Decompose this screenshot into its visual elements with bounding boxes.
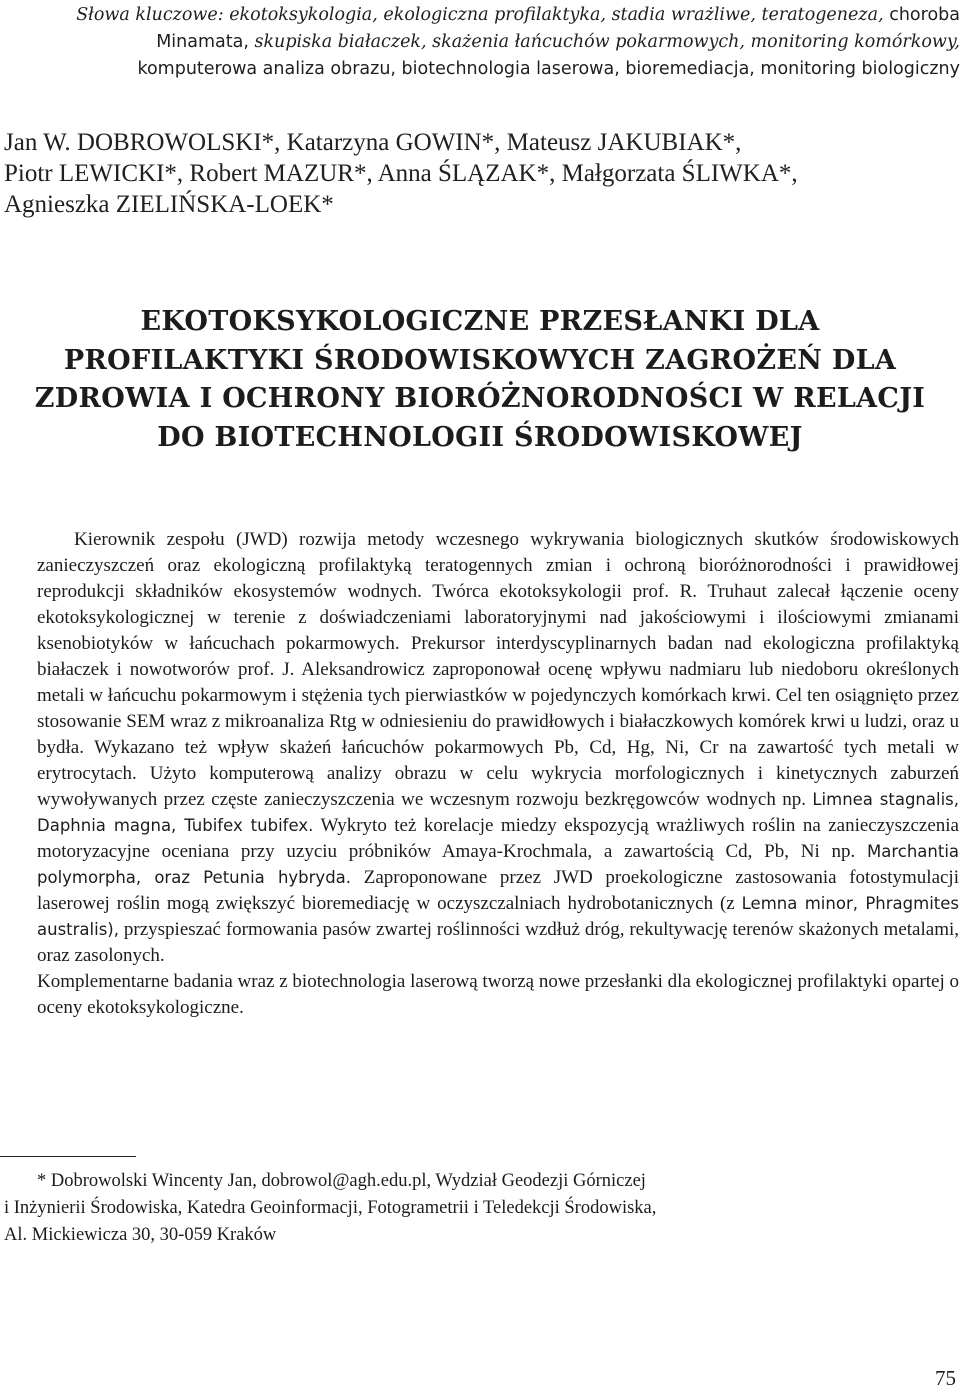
page-number: 75 xyxy=(935,1366,956,1390)
author-line: Agnieszka ZIELIŃSKA-LOEK* xyxy=(4,191,334,218)
title-line: ZDROWIA I OCHRONY BIORÓŻNORODNOŚCI W RELACJI xyxy=(34,383,926,414)
footnote-rule xyxy=(0,1156,136,1157)
keywords-line-2: Minamata, skupiska białaczek, skażenia łańcuchów pokarmowych, monitoring komórkowy, xyxy=(156,32,960,52)
author-list xyxy=(4,127,944,220)
abstract-paragraph: Komplementarne badania wraz z biotechnologia laserową tworzą nowe przesłanki dla ekologicznej profilaktyki opartej o oceny ekotoksykologiczne. xyxy=(37,971,959,1018)
species-names: Limnea stagnalis, Daphnia magna, Tubifex tubifex. xyxy=(37,790,960,835)
keywords-line-1: Słowa kluczowe: ekotoksykologia, ekologiczna profilaktyka, stadia wrażliwe, teratogeneza, choroba xyxy=(76,5,960,25)
keywords-label: Słowa kluczowe: xyxy=(76,5,224,25)
author-line: Piotr LEWICKI*, Robert MAZUR*, Anna ŚLĄZAK*, Małgorzata ŚLIWKA*, xyxy=(4,160,798,187)
paper-title xyxy=(0,303,960,457)
footnote-line: * Dobrowolski Wincenty Jan, dobrowol@agh.edu.pl, Wydział Geodezji Górniczej xyxy=(37,1171,646,1191)
species-names: Lemna minor, Phragmites australis), xyxy=(37,894,960,939)
author-line: Jan W. DOBROWOLSKI*, Katarzyna GOWIN*, Mateusz JAKUBIAK*, xyxy=(4,129,742,156)
title-line: EKOTOKSYKOLOGICZNE PRZESŁANKI DLA xyxy=(140,306,820,337)
abstract xyxy=(37,527,959,1021)
title-line: PROFILAKTYKI ŚRODOWISKOWYCH ZAGROŻEŃ DLA xyxy=(63,344,897,376)
footnote-line: Al. Mickiewicza 30, 30-059 Kraków xyxy=(4,1225,277,1245)
abstract-paragraph: Kierownik zespołu (JWD) rozwija metody wczesnego wykrywania biologicznych skutków środowiskowych zanieczyszczeń oraz ekologiczną profilaktyką teratogennych zmian i ochroną bioróżnorodności i prawidłowej reprodukcji składników ekosystemów wodnych. Twórca ekotoksykologii prof. R. Truhaut zalecał łączenie oceny ekotoksykologicznej w terenie z doświadczeniami laboratoryjnymi nad jakościowymi i ilościowymi zmianami ksenobiotyków w łańcuchach pokarmowych. Prekursor interdyscyplinarnych badan nad ekologiczna profilaktyką białaczek i nowotworów prof. J. Aleksandrowicz zaproponował ocenę wpływu nadmiaru lub niedoboru określonych metali w łańcuchu pokarmowym i stężenia tych pierwiastków w pojedynczych komórkach krwi. Cel ten osiągnięto przez stosowanie SEM wraz z mikroanaliza Rtg w odniesieniu do prawidłowych i białaczkowych komórek krwi u ludzi, oraz u bydła. Wykazano też wpływ skażeń łańcuchów pokarmowych Pb, Cd, Hg, Ni, Cr na zawartość tych metali w erytrocytach. Użyto komputerową analizy obrazu w celu wykrycia morfologicznych i kinetycznych zaburzeń wywoływanych przez częste zanieczyszczenia we wczesnym rozwoju bezkręgowców wodnych np. Limnea stagnalis, Daphnia magna, Tubifex tubifex. Wykryto też korelacje miedzy ekspozycją wrażliwych roślin na zanieczyszczenia motoryzacyjne oceniana przy uzyciu próbników Amaya-Krochmala, a zawartością Cd, Pb, Ni np. Marchantia polymorpha, oraz Petunia hybryda. Zaproponowane przez JWD proekologiczne zastosowania fotostymulacji laserowej roślin mogą zwiększyć bioremediację w oczyszczalniach hydrobotanicznych (z Lemna minor, Phragmites australis), przyspieszać formowania pasów zwartej roślinności wzdłuż dróg, rekultywację terenów skażonych metalami, oraz zasolonych. xyxy=(37,529,960,966)
footnote-line: i Inżynierii Środowiska, Katedra Geoinformacji, Fotogrametrii i Teledekcji Środowiska, xyxy=(4,1198,657,1218)
keywords-block xyxy=(30,2,960,83)
keywords-line-3: komputerowa analiza obrazu, biotechnologia laserowa, bioremediacja, monitoring biologiczny xyxy=(137,59,960,79)
footnote xyxy=(4,1168,904,1249)
species-names: Marchantia polymorpha, oraz Petunia hybryda. xyxy=(37,842,960,887)
title-line: DO BIOTECHNOLOGII ŚRODOWISKOWEJ xyxy=(157,421,803,453)
